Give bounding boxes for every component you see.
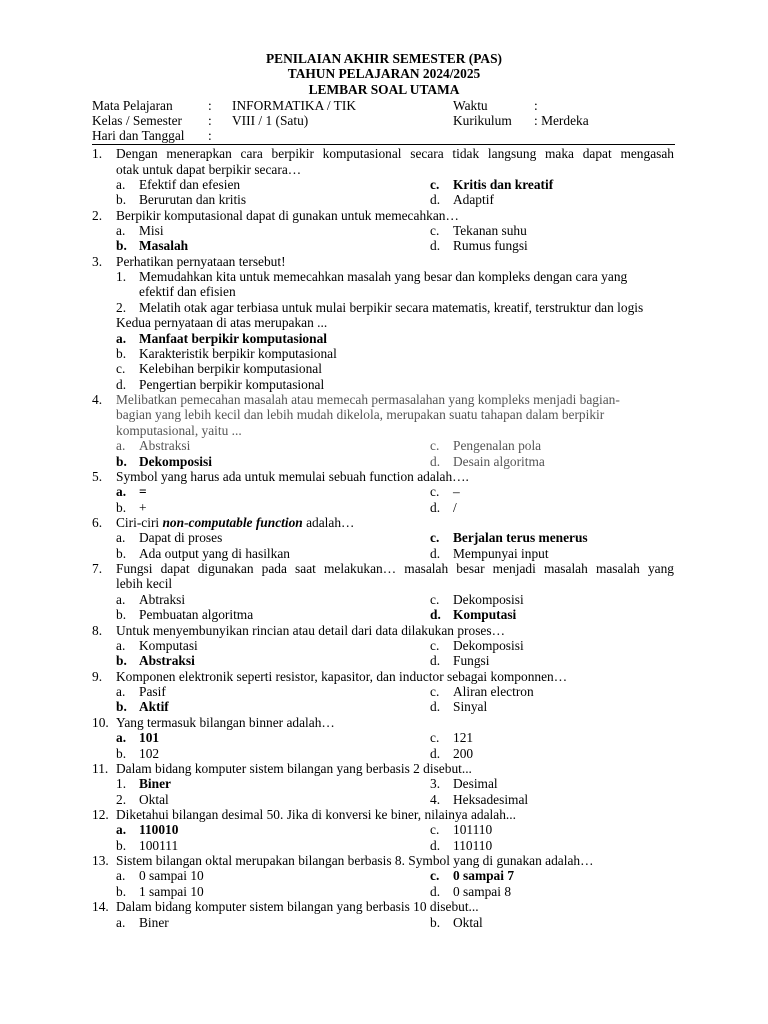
option-key: d. bbox=[430, 500, 441, 515]
answer-option: = bbox=[139, 484, 147, 499]
question-number: 8. bbox=[92, 623, 103, 638]
option-text: 110110 bbox=[453, 838, 493, 853]
option-text: Pembuatan algoritma bbox=[139, 607, 254, 622]
day-label: Hari dan Tanggal bbox=[92, 128, 185, 143]
answer-option: Kritis dan kreatif bbox=[453, 177, 554, 192]
question-text: bagian yang lebih kecil dan lebih mudah dikelola, merupakan suatu tahapan dalam berpikir bbox=[116, 407, 605, 422]
subject-label: Mata Pelajaran bbox=[92, 98, 173, 113]
answer-option: Berjalan terus menerus bbox=[453, 530, 588, 545]
option-text: Karakteristik berpikir komputasional bbox=[139, 346, 337, 361]
option-text: Ada output yang di hasilkan bbox=[139, 546, 290, 561]
option-text: 200 bbox=[453, 746, 474, 761]
option-key: b. bbox=[116, 746, 127, 761]
statement-text: Memudahkan kita untuk memecahkan masalah yang besar dan kompleks dengan cara yang bbox=[139, 269, 628, 284]
option-text: Rumus fungsi bbox=[453, 238, 528, 253]
option-key: d. bbox=[430, 238, 441, 253]
option-key: c. bbox=[430, 530, 440, 545]
option-key: a. bbox=[116, 638, 126, 653]
option-text: Aliran electron bbox=[453, 684, 534, 699]
option-text: Misi bbox=[139, 223, 164, 238]
option-key: b. bbox=[116, 653, 127, 668]
option-text: Pasif bbox=[139, 684, 166, 699]
option-text: 0 sampai 10 bbox=[139, 868, 204, 883]
option-key: b. bbox=[116, 607, 127, 622]
option-key: d. bbox=[430, 746, 441, 761]
question-number: 14. bbox=[92, 899, 109, 914]
question-text bbox=[116, 515, 354, 530]
option-key: d. bbox=[430, 192, 441, 207]
option-key: b. bbox=[116, 192, 127, 207]
option-key: b. bbox=[116, 454, 127, 469]
option-key: d. bbox=[430, 454, 441, 469]
option-text: Biner bbox=[139, 915, 169, 930]
answer-option: 110010 bbox=[139, 822, 179, 837]
question-text: otak untuk dapat berpikir secara… bbox=[116, 162, 302, 177]
subject-value: INFORMATIKA / TIK bbox=[232, 98, 356, 113]
option-text: 100111 bbox=[139, 838, 179, 853]
option-text: Tekanan suhu bbox=[453, 223, 527, 238]
option-key: c. bbox=[430, 868, 440, 883]
question-term: non-computable function bbox=[162, 515, 303, 530]
question-text: Dalam bidang komputer sistem bilangan yang berbasis 10 disebut... bbox=[116, 899, 479, 914]
option-text: Dekomposisi bbox=[453, 638, 524, 653]
option-text: – bbox=[453, 484, 460, 499]
class-value: VIII / 1 (Satu) bbox=[232, 113, 309, 128]
question-number: 1. bbox=[92, 146, 103, 161]
answer-option: Abstraksi bbox=[139, 653, 195, 668]
option-key: c. bbox=[430, 730, 440, 745]
option-text: Desimal bbox=[453, 776, 498, 791]
question-number: 10. bbox=[92, 715, 109, 730]
answer-option: Dekomposisi bbox=[139, 454, 212, 469]
option-key: b. bbox=[116, 884, 127, 899]
answer-option: 101 bbox=[139, 730, 160, 745]
option-text: Desain algoritma bbox=[453, 454, 545, 469]
option-key: a. bbox=[116, 530, 126, 545]
curriculum-value: : Merdeka bbox=[534, 113, 589, 128]
option-text: Pengertian berpikir komputasional bbox=[139, 377, 325, 392]
option-key: a. bbox=[116, 684, 126, 699]
option-key: d. bbox=[430, 653, 441, 668]
option-key: d. bbox=[430, 838, 441, 853]
question-number: 6. bbox=[92, 515, 103, 530]
question-text-pre: Ciri-ciri bbox=[116, 515, 163, 530]
curriculum-label: Kurikulum bbox=[453, 113, 512, 128]
option-text: 0 sampai 8 bbox=[453, 884, 512, 899]
question-text: Symbol yang harus ada untuk memulai sebuah function adalah…. bbox=[116, 469, 469, 484]
class-colon: : bbox=[208, 113, 212, 128]
question-text: komputasional, yaitu ... bbox=[116, 423, 242, 438]
question-number: 11. bbox=[92, 761, 109, 776]
question-number: 4. bbox=[92, 392, 103, 407]
option-text: Oktal bbox=[453, 915, 483, 930]
class-label: Kelas / Semester bbox=[92, 113, 182, 128]
question-text: lebih kecil bbox=[116, 576, 173, 591]
option-text: Abstraksi bbox=[139, 438, 191, 453]
option-text: Berurutan dan kritis bbox=[139, 192, 247, 207]
option-text: Abtraksi bbox=[139, 592, 186, 607]
answer-option: Manfaat berpikir komputasional bbox=[139, 331, 327, 346]
question-number: 5. bbox=[92, 469, 103, 484]
question-number: 7. bbox=[92, 561, 103, 576]
option-text: 121 bbox=[453, 730, 474, 745]
sheet-title: LEMBAR SOAL UTAMA bbox=[308, 82, 460, 97]
question-text: Dengan menerapkan cara berpikir komputasional secara tidak langsung maka dapat mengasah bbox=[116, 146, 674, 161]
option-text: + bbox=[139, 500, 147, 515]
option-key: c. bbox=[430, 177, 440, 192]
question-text: Diketahui bilangan desimal 50. Jika di konversi ke biner, nilainya adalah... bbox=[116, 807, 516, 822]
time-label: Waktu bbox=[453, 98, 488, 113]
option-key: a. bbox=[116, 915, 126, 930]
option-key: a. bbox=[116, 223, 126, 238]
option-key: b. bbox=[116, 500, 127, 515]
question-text: Untuk menyembunyikan rincian atau detail dari data dilakukan proses… bbox=[116, 623, 505, 638]
option-key: c. bbox=[430, 822, 440, 837]
day-colon: : bbox=[208, 128, 212, 143]
option-key: b. bbox=[116, 699, 127, 714]
option-text: Kelebihan berpikir komputasional bbox=[139, 361, 322, 376]
option-key: 3. bbox=[430, 776, 441, 791]
option-key: d. bbox=[430, 546, 441, 561]
academic-year: TAHUN PELAJARAN 2024/2025 bbox=[287, 66, 481, 81]
option-key: c. bbox=[430, 638, 440, 653]
option-key: d. bbox=[116, 377, 127, 392]
option-text: Pengenalan pola bbox=[453, 438, 542, 453]
answer-option: Komputasi bbox=[453, 607, 517, 622]
question-text: Perhatikan pernyataan tersebut! bbox=[116, 254, 286, 269]
option-key: 4. bbox=[430, 792, 441, 807]
option-text: 102 bbox=[139, 746, 160, 761]
subject-colon: : bbox=[208, 98, 212, 113]
option-key: a. bbox=[116, 484, 127, 499]
option-key: a. bbox=[116, 331, 127, 346]
time-colon: : bbox=[534, 98, 538, 113]
option-key: c. bbox=[430, 438, 440, 453]
question-text: Sistem bilangan oktal merupakan bilangan berbasis 8. Symbol yang di gunakan adalah… bbox=[116, 853, 594, 868]
question-text: Dalam bidang komputer sistem bilangan yang berbasis 2 disebut... bbox=[116, 761, 472, 776]
option-text: 101110 bbox=[453, 822, 493, 837]
option-text: Efektif dan efesien bbox=[139, 177, 241, 192]
question-number: 2. bbox=[92, 208, 103, 223]
question-number: 9. bbox=[92, 669, 103, 684]
question-number: 3. bbox=[92, 254, 103, 269]
option-key: c. bbox=[430, 684, 440, 699]
option-key: c. bbox=[430, 592, 440, 607]
option-text: Oktal bbox=[139, 792, 169, 807]
option-text: 1 sampai 10 bbox=[139, 884, 204, 899]
option-key: d. bbox=[430, 699, 441, 714]
option-key: c. bbox=[430, 223, 440, 238]
exam-title: PENILAIAN AKHIR SEMESTER (PAS) bbox=[266, 51, 502, 66]
option-text: Sinyal bbox=[453, 699, 488, 714]
option-key: a. bbox=[116, 438, 126, 453]
option-text: Fungsi bbox=[453, 653, 490, 668]
option-key: b. bbox=[116, 838, 127, 853]
option-key: b. bbox=[116, 238, 127, 253]
header-divider bbox=[92, 144, 675, 145]
answer-option: 0 sampai 7 bbox=[453, 868, 515, 883]
option-text: Dapat di proses bbox=[139, 530, 223, 545]
statement-number: 2. bbox=[116, 300, 127, 315]
option-key: a. bbox=[116, 177, 126, 192]
option-key: 2. bbox=[116, 792, 127, 807]
question-number: 12. bbox=[92, 807, 109, 822]
question-text: Fungsi dapat digunakan pada saat melakukan… masalah besar menjadi masalah masalah yang bbox=[116, 561, 674, 576]
option-key: a. bbox=[116, 868, 126, 883]
question-text: Melibatkan pemecahan masalah atau memecah permasalahan yang kompleks menjadi bagian- bbox=[116, 392, 620, 407]
option-key: b. bbox=[116, 346, 127, 361]
answer-option: Aktif bbox=[139, 699, 169, 714]
option-text: Dekomposisi bbox=[453, 592, 524, 607]
option-key: d. bbox=[430, 884, 441, 899]
option-text: Mempunyai input bbox=[453, 546, 549, 561]
answer-option: Masalah bbox=[139, 238, 189, 253]
option-key: 1. bbox=[116, 776, 127, 791]
question-text-post: adalah… bbox=[302, 515, 355, 530]
option-key: c. bbox=[430, 484, 440, 499]
option-text: Heksadesimal bbox=[453, 792, 529, 807]
question-number: 13. bbox=[92, 853, 109, 868]
option-key: a. bbox=[116, 822, 127, 837]
answer-option: Biner bbox=[139, 776, 171, 791]
option-key: a. bbox=[116, 592, 126, 607]
option-key: b. bbox=[116, 546, 127, 561]
question-text: Berpikir komputasional dapat di gunakan untuk memecahkan… bbox=[116, 208, 459, 223]
question-text: Yang termasuk bilangan binner adalah… bbox=[116, 715, 335, 730]
option-text: Adaptif bbox=[453, 192, 494, 207]
statement-text: Melatih otak agar terbiasa untuk mulai berpikir secara matematis, kreatif, terstruktur dan logis bbox=[139, 300, 644, 315]
option-key: a. bbox=[116, 730, 127, 745]
option-text: Komputasi bbox=[139, 638, 198, 653]
option-key: c. bbox=[116, 361, 126, 376]
option-text: / bbox=[453, 500, 457, 515]
option-key: d. bbox=[430, 607, 441, 622]
statement-text: efektif dan efisien bbox=[139, 284, 236, 299]
question-prompt: Kedua pernyataan di atas merupakan ... bbox=[116, 315, 328, 330]
statement-number: 1. bbox=[116, 269, 127, 284]
question-text: Komponen elektronik seperti resistor, kapasitor, dan inductor sebagai komponnen… bbox=[116, 669, 568, 684]
option-key: b. bbox=[430, 915, 441, 930]
